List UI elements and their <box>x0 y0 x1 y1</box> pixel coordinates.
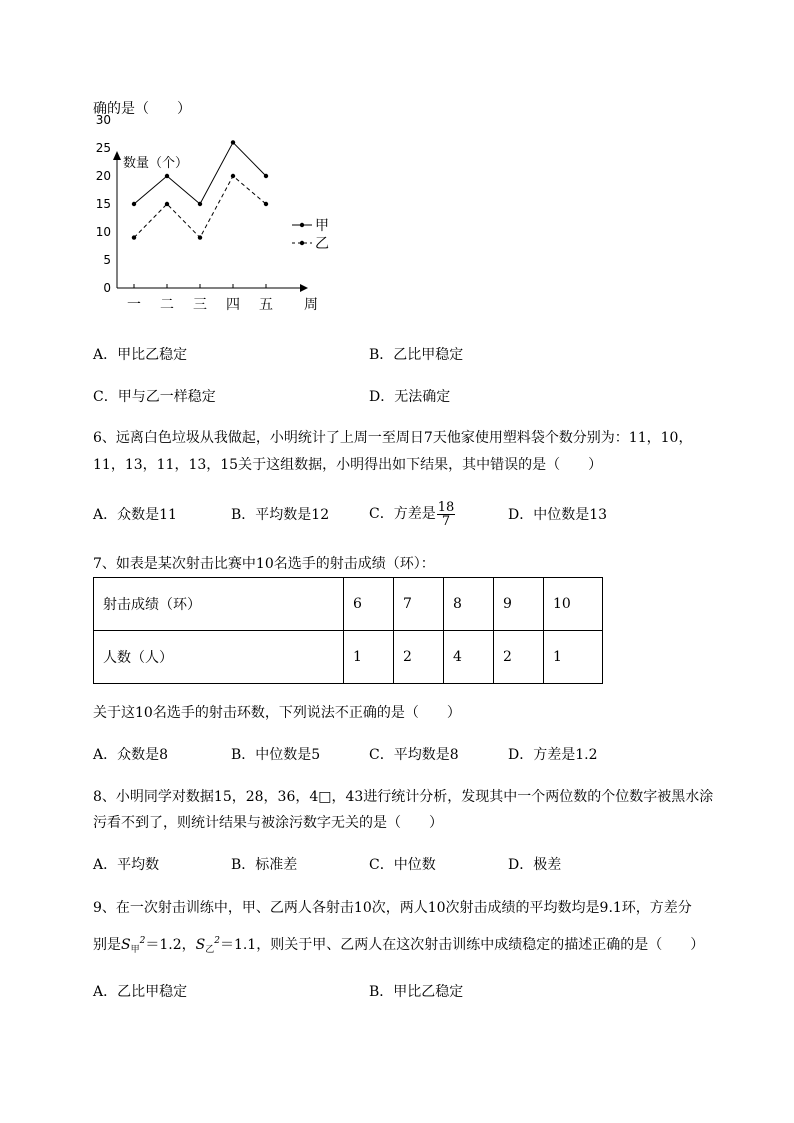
q9-value-jia: ＝1.2， <box>145 937 196 953</box>
y-tick-label: 25 <box>95 141 111 155</box>
q6-option-d[interactable]: D．中位数是13 <box>508 507 608 523</box>
data-point <box>165 174 169 178</box>
q9-stem-line2 <box>93 932 704 959</box>
q7-score-table <box>93 577 603 684</box>
data-point <box>264 174 268 178</box>
q8-option-a[interactable]: A．平均数 <box>93 857 160 873</box>
q5-line-chart <box>95 113 335 325</box>
x-tick-label: 三 <box>193 297 207 313</box>
q7-option-b[interactable]: B．中位数是5 <box>231 747 321 763</box>
q7-question: 关于这10名选手的射击环数，下列说法不正确的是（ ） <box>93 705 461 721</box>
table-cell: 4 <box>444 631 494 684</box>
q6-option-c-fraction <box>437 501 456 528</box>
table-row-label: 射击成绩（环） <box>94 578 344 631</box>
variance-symbol-jia: $S_甲^2$ <box>121 936 146 955</box>
y-tick-label: 5 <box>103 253 111 267</box>
data-point <box>264 202 268 206</box>
q5-option-b[interactable]: B．乙比甲稳定 <box>369 347 464 363</box>
legend-marker <box>300 241 304 245</box>
data-point <box>165 202 169 206</box>
data-point <box>231 174 235 178</box>
x-tick-label: 五 <box>259 297 273 313</box>
table-row-label: 人数（人） <box>94 631 344 684</box>
data-point <box>198 235 202 239</box>
legend-label: 乙 <box>315 236 329 252</box>
q6-option-c[interactable] <box>369 496 455 532</box>
q7-option-c[interactable]: C．平均数是8 <box>369 747 459 763</box>
q9-text: 别是 <box>93 937 121 953</box>
table-cell: 2 <box>394 631 444 684</box>
x-tick-label: 二 <box>160 297 174 313</box>
y-tick-label: 0 <box>103 281 111 295</box>
q5-option-c[interactable]: C．甲与乙一样稳定 <box>93 389 216 405</box>
table-cell: 10 <box>544 578 603 631</box>
data-point <box>132 202 136 206</box>
series-line-yi <box>134 176 266 238</box>
y-tick-label: 20 <box>95 169 111 183</box>
y-tick-label: 10 <box>95 225 111 239</box>
x-axis-label: 周 <box>304 297 318 313</box>
table-cell: 1 <box>544 631 603 684</box>
x-tick-label: 四 <box>226 297 240 313</box>
q9-option-b[interactable]: B．甲比乙稳定 <box>369 984 464 1000</box>
legend-label: 甲 <box>315 218 329 234</box>
q5-option-a[interactable]: A．甲比乙稳定 <box>93 347 188 363</box>
superscript-2: 2 <box>214 936 220 946</box>
q6-option-b[interactable]: B．平均数是12 <box>231 507 330 523</box>
x-axis-arrow-icon <box>300 284 308 292</box>
table-cell: 6 <box>344 578 394 631</box>
fraction-numerator: 18 <box>437 499 455 515</box>
q9-value-yi: ＝1.1，则关于甲、乙两人在这次射击训练中成绩稳定的描述正确的是（ ） <box>219 937 705 953</box>
variance-symbol-yi: $S_乙^2$ <box>195 936 220 955</box>
q9-option-a[interactable]: A．乙比甲稳定 <box>93 984 188 1000</box>
q8-option-b[interactable]: B．标准差 <box>231 857 298 873</box>
q8-stem-line2: 污看不到了，则统计结果与被涂污数字无关的是（ ） <box>93 815 443 831</box>
fraction-denominator: 7 <box>441 513 451 529</box>
q8-option-d[interactable]: D．极差 <box>508 857 562 873</box>
table-cell: 9 <box>494 578 544 631</box>
q8-stem-line1: 8、小明同学对数据15，28，36，4□，43进行统计分析，发现其中一个两位数的个位数字被黑水涂 <box>93 789 714 805</box>
table-cell: 8 <box>444 578 494 631</box>
q6-option-c-prefix: C．方差是 <box>369 506 436 522</box>
q7-option-a[interactable]: A．众数是8 <box>93 747 169 763</box>
y-axis-label: 数量（个） <box>123 156 189 171</box>
y-tick-label: 30 <box>95 113 111 127</box>
y-tick-label: 15 <box>95 197 111 211</box>
y-axis-arrow-icon <box>113 151 121 160</box>
table-cell: 7 <box>394 578 444 631</box>
subscript-yi: 乙 <box>205 945 215 955</box>
x-tick-label: 一 <box>127 297 141 313</box>
q6-option-a[interactable]: A．众数是11 <box>93 507 177 523</box>
series-line-jia <box>134 142 266 204</box>
superscript-2: 2 <box>139 936 146 946</box>
legend-marker <box>300 223 304 227</box>
q6-stem-line1: 6、远离白色垃圾从我做起，小明统计了上周一至周日7天他家使用塑料袋个数分别为：11，10， <box>93 430 693 446</box>
q7-option-d[interactable]: D．方差是1.2 <box>508 747 598 763</box>
q9-stem-line1: 9、在一次射击训练中，甲、乙两人各射击10次，两人10次射击成绩的平均数均是9.1环，方差分 <box>93 900 692 916</box>
q7-stem: 7、如表是某次射击比赛中10名选手的射击成绩（环）： <box>93 556 435 572</box>
table-row <box>94 578 603 631</box>
data-point <box>132 235 136 239</box>
q5-stem: 确的是（ ） <box>93 101 191 117</box>
q8-option-c[interactable]: C．中位数 <box>369 857 436 873</box>
table-row <box>94 631 603 684</box>
subscript-jia: 甲 <box>130 945 140 955</box>
q6-stem-line2: 11，13，11，13，15关于这组数据，小明得出如下结果，其中错误的是（ ） <box>93 457 603 473</box>
data-point <box>231 140 235 144</box>
q5-option-d[interactable]: D．无法确定 <box>369 389 451 405</box>
table-cell: 1 <box>344 631 394 684</box>
table-cell: 2 <box>494 631 544 684</box>
data-point <box>198 202 202 206</box>
